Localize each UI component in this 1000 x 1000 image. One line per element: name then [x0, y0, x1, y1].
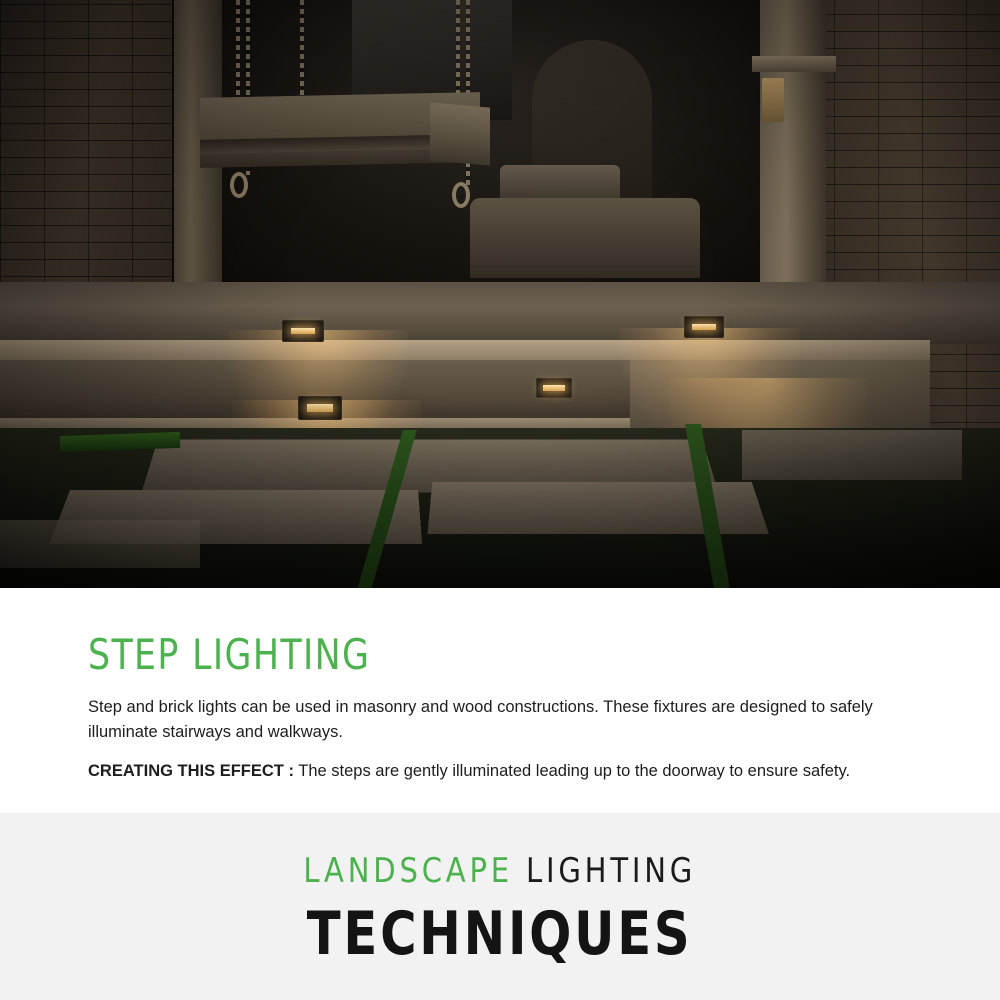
page-title: STEP LIGHTING [88, 630, 371, 679]
footer-landscape-word: LANDSCAPE [303, 851, 514, 892]
footer-tagline [304, 851, 697, 891]
footer-section [0, 813, 1000, 1000]
creating-effect-line [88, 759, 912, 784]
content-section [0, 588, 1000, 813]
description-paragraph: Step and brick lights can be used in masonry and wood constructions. These fixtures are designed to safely illuminate stairways and walkways. [88, 698, 873, 741]
creating-effect-label: CREATING THIS EFFECT : [88, 761, 294, 780]
footer-techniques-word: TECHNIQUES [307, 899, 693, 970]
footer-lighting-word: LIGHTING [526, 851, 697, 892]
creating-effect-text: The steps are gently illuminated leading up to the doorway to ensure safety. [298, 761, 851, 780]
